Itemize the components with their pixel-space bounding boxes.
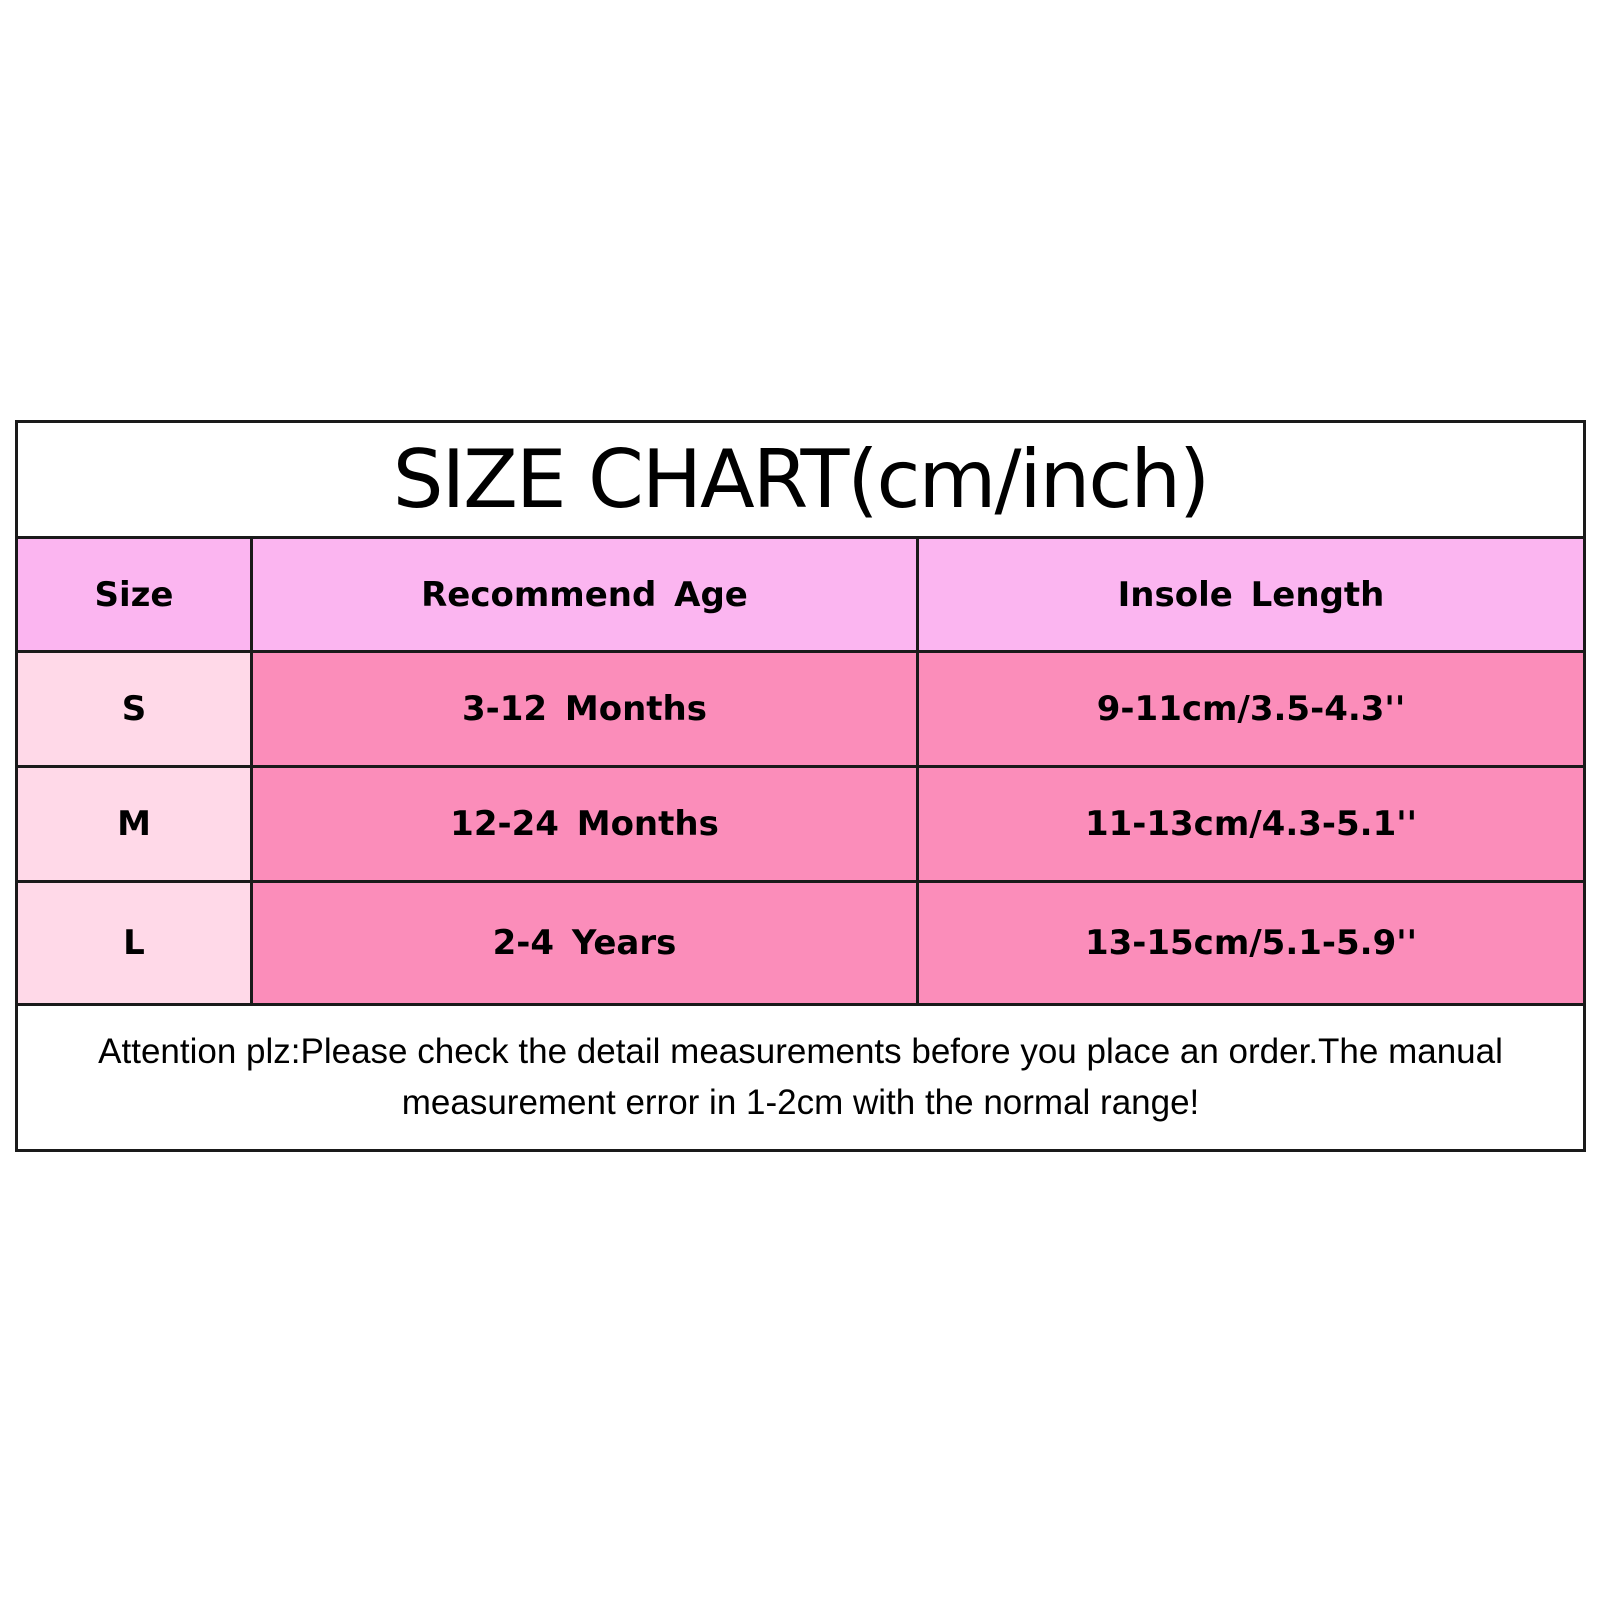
title-row: [17, 422, 1585, 538]
insole-value-s: 9-11cm/3.5-4.3'': [918, 652, 1585, 767]
size-value-s: S: [17, 652, 252, 767]
attention-note: [17, 1005, 1585, 1151]
size-value-m: M: [17, 767, 252, 882]
table-row-s: [17, 652, 1585, 767]
age-value-s: 3-12 Months: [252, 652, 918, 767]
chart-title: SIZE CHART(cm/inch): [17, 422, 1585, 538]
header-recommend-age: Recommend Age: [252, 538, 918, 652]
header-insole-length: Insole Length: [918, 538, 1585, 652]
table-row-l: [17, 882, 1585, 1005]
header-size: Size: [17, 538, 252, 652]
insole-value-m: 11-13cm/4.3-5.1'': [918, 767, 1585, 882]
age-value-l: 2-4 Years: [252, 882, 918, 1005]
note-row: [17, 1005, 1585, 1151]
size-chart-table: [15, 420, 1586, 1152]
age-value-m: 12-24 Months: [252, 767, 918, 882]
table-row-m: [17, 767, 1585, 882]
attention-note-line-2: measurement error in 1-2cm with the normal range!: [401, 1082, 1200, 1122]
size-value-l: L: [17, 882, 252, 1005]
insole-value-l: 13-15cm/5.1-5.9'': [918, 882, 1585, 1005]
header-row: [17, 538, 1585, 652]
attention-note-line-1: Attention plz:Please check the detail measurements before you place an order.The manual: [98, 1031, 1503, 1071]
